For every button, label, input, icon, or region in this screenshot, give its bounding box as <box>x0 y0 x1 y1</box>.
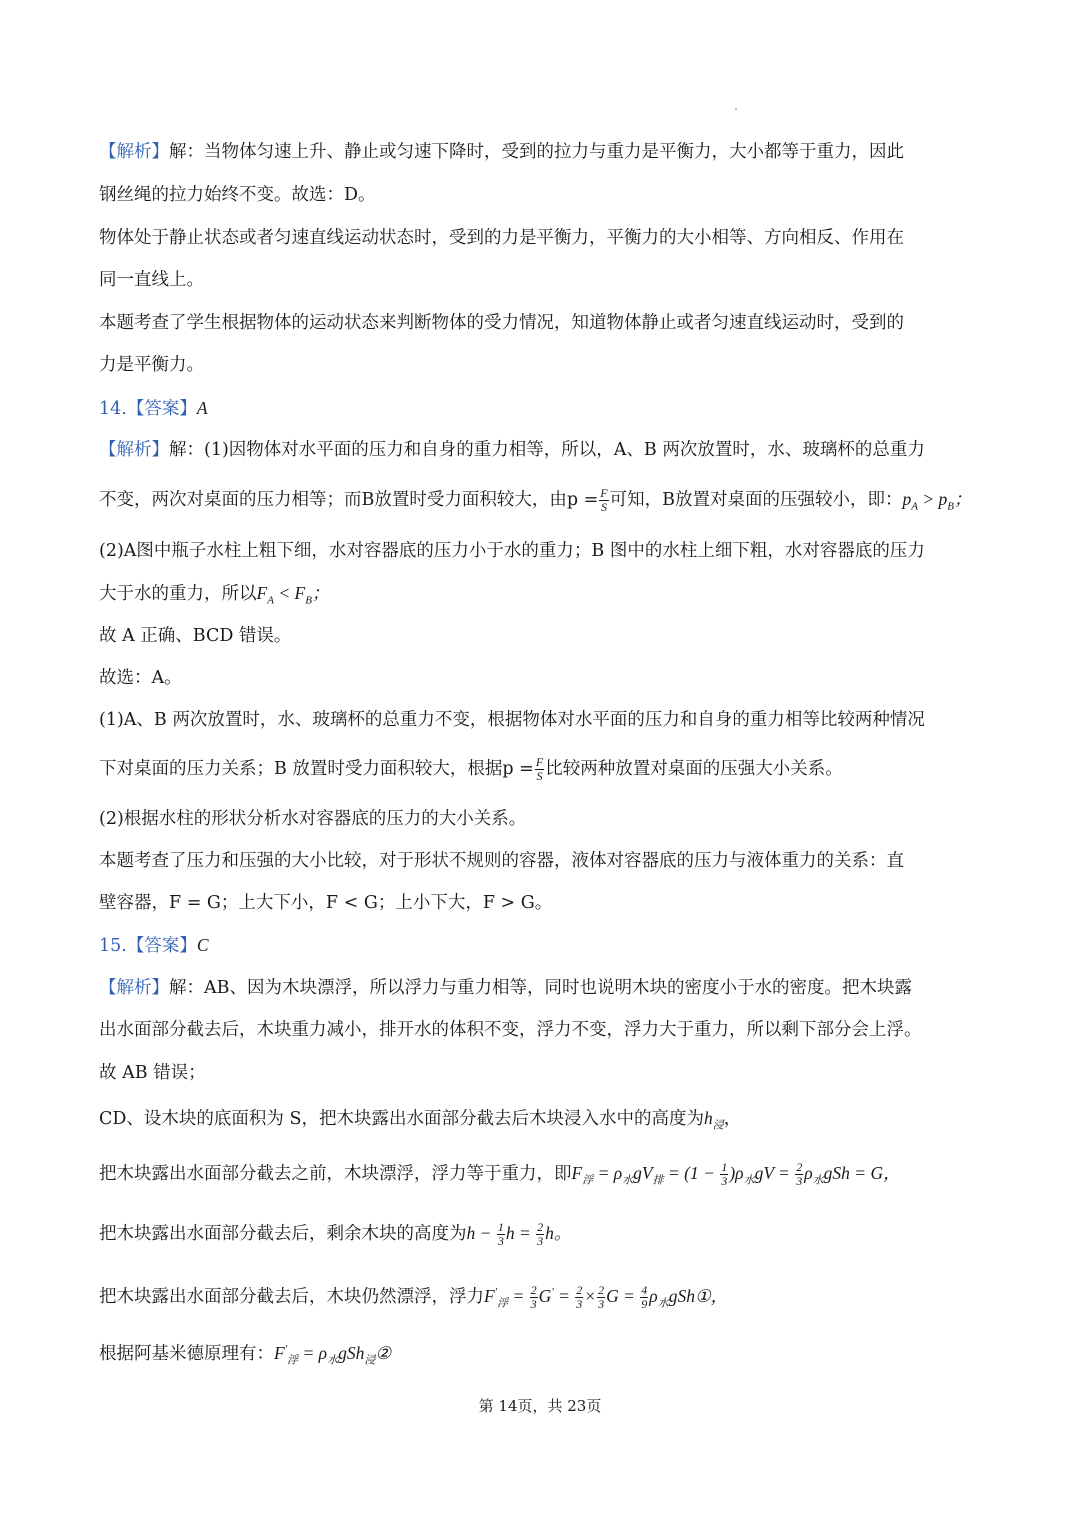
q14-line-4: 大于水的重力，所以$F_A < F_B$； <box>99 583 330 607</box>
force-compare: $F_A < F_B$； <box>256 583 330 607</box>
q14-line-2: 不变，两次对桌面的压力相等；而B放置时受力面积较大，由p = $\frac{F}{S}$ 可知，B放置对桌面的压强较小，即：$p_A > p_B$； <box>99 486 972 514</box>
new-buoyancy-equation: $F'_浮$ = $\frac{2}{3}$ G′ = $\frac{2}{3}$ × $\frac{2}{3}$ G = $\frac{4}{9}$ $\rho_水gSh①$， <box>484 1283 729 1312</box>
remaining-height-equation: h − $\frac{1}{3}$ h = $\frac{2}{3}$ h。 <box>466 1220 572 1249</box>
q15-line-6: 把木块露出水面部分截去后，剩余木块的高度为h − $\frac{1}{3}$ h = $\frac{2}{3}$ h。 <box>99 1220 572 1249</box>
h-immersed: $h_浸$ <box>703 1108 724 1132</box>
q14-line-5: 故 A 正确、BCD 错误。 <box>99 626 292 646</box>
q14-line-11: 壁容器，F = G；上大下小，F < G；上小下大，F > G。 <box>99 893 553 913</box>
q15-line-3: 故 AB 错误； <box>99 1063 206 1083</box>
q13-line-4: 同一直线上。 <box>99 270 204 290</box>
archimedes-equation: $F'_浮$ = $\rho_水gSh_浸②$ <box>274 1342 392 1367</box>
q13-line-2: 钢丝绳的拉力始终不变。故选：D。 <box>99 185 376 205</box>
q15-answer-line: 15.【答案】C <box>99 935 209 956</box>
q15-answer: C <box>196 935 209 955</box>
q14-line-3: (2)A图中瓶子水柱上粗下细，水对容器底的压力小于水的重力；B 图中的水柱上细下粗，水对容器底的压力 <box>99 541 925 561</box>
q13-line-3: 物体处于静止状态或者匀速直线运动状态时，受到的力是平衡力，平衡力的大小相等、方向相反、作用在 <box>99 228 904 248</box>
scan-dot <box>735 108 737 110</box>
q15-line-7: 把木块露出水面部分截去后，木块仍然漂浮，浮力$F'_浮$ = $\frac{2}{3}$ G′ = $\frac{2}{3}$ × $\frac{2}{3}$ G = $\frac{4}{9}$ $\rho_水gSh①$， <box>99 1283 729 1312</box>
q14-line-6: 故选：A。 <box>99 668 182 688</box>
q14-answer: A <box>196 398 208 418</box>
pressure-compare: $p_A > p_B$； <box>902 489 972 513</box>
q13-line-6: 力是平衡力。 <box>99 355 204 375</box>
q15-line-8: 根据阿基米德原理有：$F'_浮$ = $\rho_水gSh_浸②$ <box>99 1342 392 1367</box>
analysis-tag: 【解析】 <box>99 142 169 162</box>
q15-line-2: 出水面部分截去后，木块重力减小，排开水的体积不变，浮力不变，浮力大于重力，所以剩下部分会上浮。 <box>99 1020 922 1040</box>
q13-line-1: 【解析】解：当物体匀速上升、静止或匀速下降时，受到的拉力与重力是平衡力，大小都等于重力，因此 <box>99 142 904 162</box>
fraction-F-over-S: $\frac{F}{S}$ <box>600 486 608 514</box>
q14-line-8: 下对桌面的压力关系；B 放置时受力面积较大，根据p = $\frac{F}{S}$ 比较两种放置对桌面的压强大小关系。 <box>99 755 843 783</box>
fraction-F-over-S-2: $\frac{F}{S}$ <box>535 755 544 783</box>
q14-answer-line: 14.【答案】A <box>99 398 208 419</box>
q14-line-10: 本题考查了压力和压强的大小比较，对于形状不规则的容器，液体对容器底的压力与液体重力的关系：直 <box>99 851 904 871</box>
q15-line-5: 把木块露出水面部分截去之前，木块漂浮，浮力等于重力，即$F_浮 = \rho_水gV_排 = (1$ − $\frac{1}{3}$ )$\rho_水gV$ = $\frac{2}{3}$ $\rho_水gSh = G$， <box>99 1160 901 1189</box>
q15-line-4: CD、设木块的底面积为 S，把木块露出水面部分截去后木块浸入水中的高度为$h_浸$， <box>99 1108 742 1132</box>
q13-line-5: 本题考查了学生根据物体的运动状态来判断物体的受力情况，知道物体静止或者匀速直线运动时，受到的 <box>99 313 904 333</box>
q15-line-1: 【解析】解：AB、因为木块漂浮，所以浮力与重力相等，同时也说明木块的密度小于水的密度。把木块露 <box>99 978 912 998</box>
q14-line-9: (2)根据水柱的形状分析水对容器底的压力的大小关系。 <box>99 809 527 829</box>
q14-line-1: 【解析】解：(1)因物体对水平面的压力和自身的重力相等，所以，A、B 两次放置时，水、玻璃杯的总重力 <box>99 440 925 460</box>
q14-line-7: (1)A、B 两次放置时，水、玻璃杯的总重力不变，根据物体对水平面的压力和自身的重力相等比较两种情况 <box>99 710 925 730</box>
buoyancy-equation: $F_浮 = \rho_水gV_排 = (1$ − $\frac{1}{3}$ )$\rho_水gV$ = $\frac{2}{3}$ $\rho_水gSh = G$， <box>571 1160 901 1189</box>
page-footer: 第 14页，共 23页 <box>478 1397 602 1415</box>
